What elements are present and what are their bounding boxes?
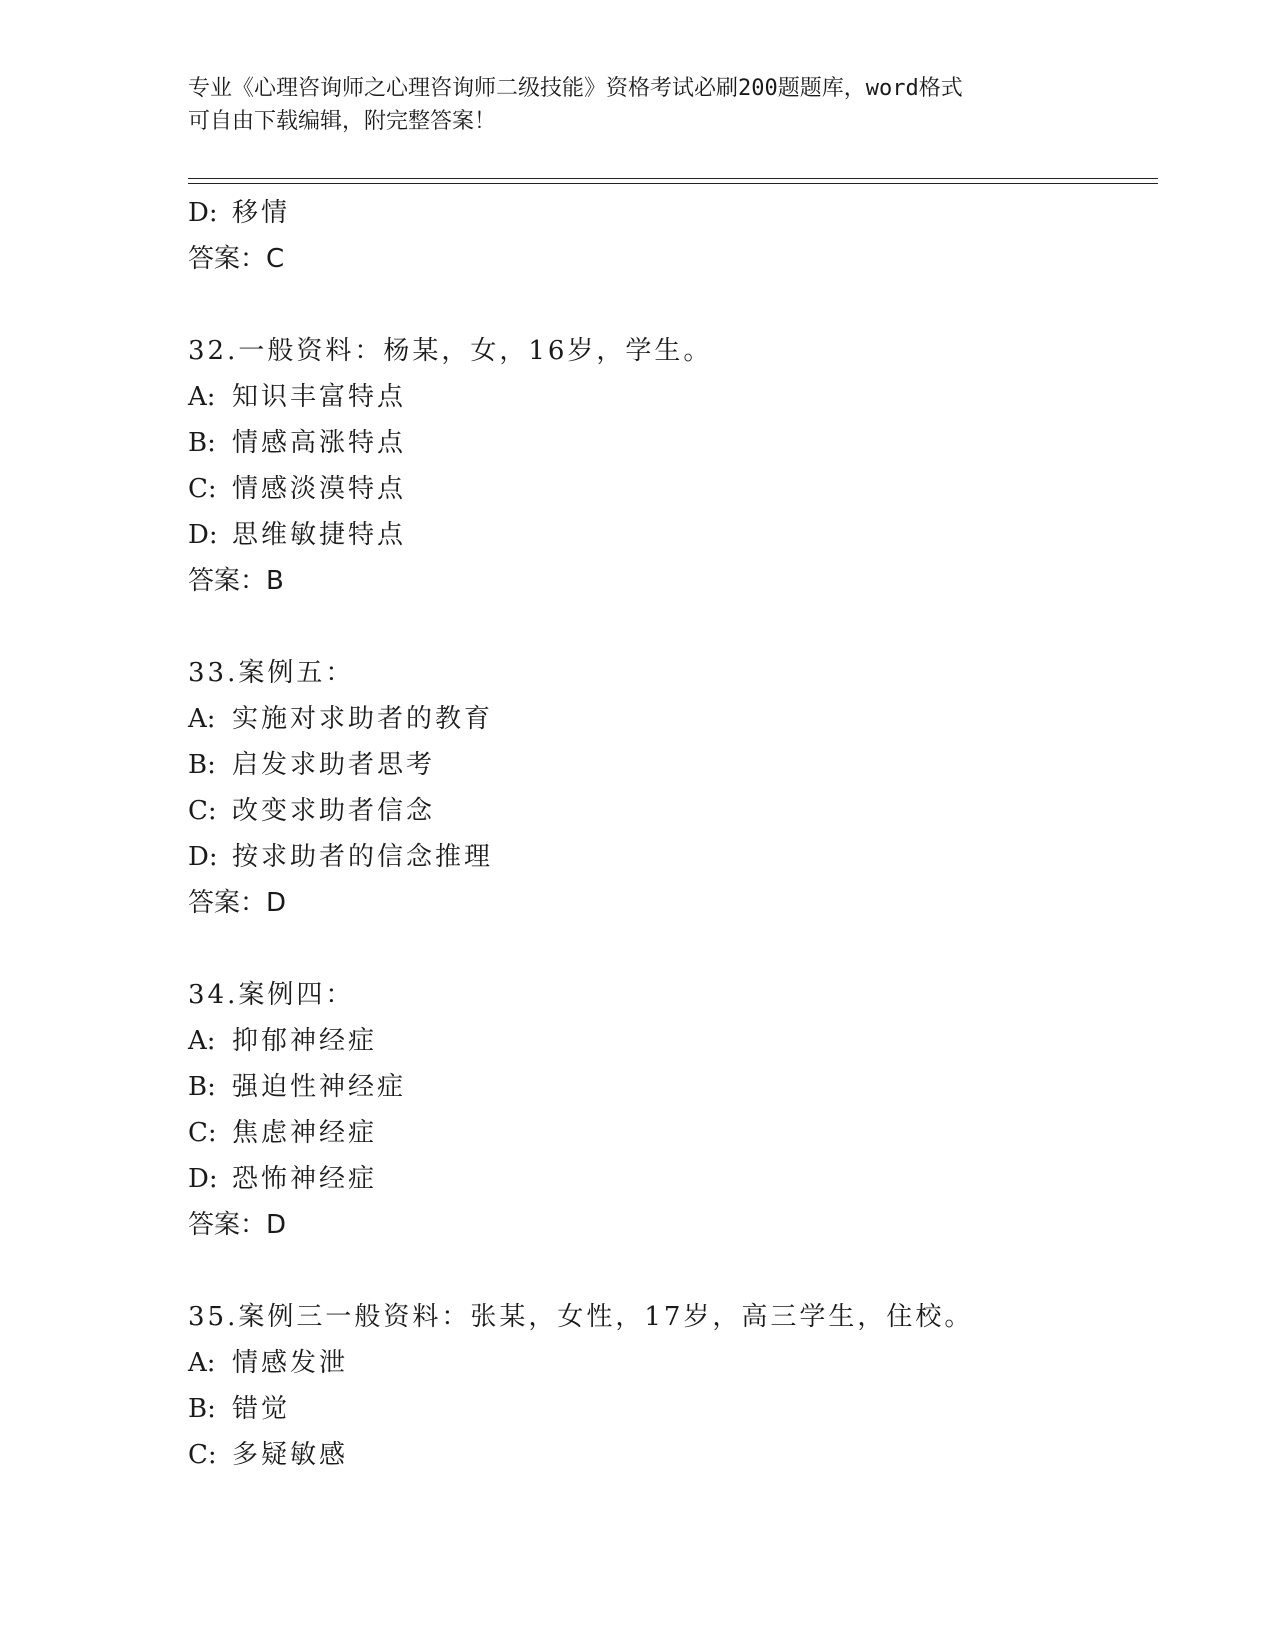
spacer <box>188 1248 1148 1294</box>
option-text: 情感高涨特点 <box>232 428 407 458</box>
option-text: 改变求助者信念 <box>232 796 436 826</box>
option-text: 移情 <box>232 198 291 228</box>
answer-line: 答案：C <box>188 244 285 274</box>
option-letter: B: <box>188 1394 216 1424</box>
header-divider-top <box>188 178 1158 179</box>
option-letter: A: <box>188 382 216 412</box>
option-text: 恐怖神经症 <box>232 1164 378 1194</box>
option-letter: D: <box>188 842 218 872</box>
option-letter: B: <box>188 1072 216 1102</box>
option-letter: B: <box>188 750 216 780</box>
option-text: 焦虑神经症 <box>232 1118 378 1148</box>
answer-line: 答案：D <box>188 1210 287 1240</box>
option-item <box>188 1432 1148 1478</box>
option-text: 知识丰富特点 <box>232 382 407 412</box>
option-letter: A: <box>188 1026 216 1056</box>
option-text: 实施对求助者的教育 <box>232 704 494 734</box>
option-text: 思维敏捷特点 <box>232 520 407 550</box>
option-letter: C: <box>188 1118 217 1148</box>
question-title: 32.一般资料：杨某，女，16岁，学生。 <box>188 336 713 366</box>
option-letter: D: <box>188 198 218 228</box>
option-item <box>188 374 1148 420</box>
option-letter: D: <box>188 520 218 550</box>
option-item <box>188 190 1148 236</box>
option-item <box>188 1064 1148 1110</box>
question-title: 34.案例四： <box>188 980 355 1010</box>
option-letter: C: <box>188 796 217 826</box>
option-letter: C: <box>188 474 217 504</box>
option-item <box>188 1340 1148 1386</box>
option-text: 抑郁神经症 <box>232 1026 378 1056</box>
option-item <box>188 742 1148 788</box>
option-item <box>188 466 1148 512</box>
option-item <box>188 1110 1148 1156</box>
option-letter: A: <box>188 1348 216 1378</box>
option-text: 情感淡漠特点 <box>232 474 407 504</box>
option-text: 错觉 <box>232 1394 291 1424</box>
option-item <box>188 1018 1148 1064</box>
option-text: 按求助者的信念推理 <box>232 842 494 872</box>
header-line-1: 专业《心理咨询师之心理咨询师二级技能》资格考试必刷200题题库，word格式 <box>188 76 963 101</box>
question-title: 33.案例五： <box>188 658 355 688</box>
option-text: 多疑敏感 <box>232 1440 349 1470</box>
document-header <box>188 72 1088 138</box>
question-title: 35.案例三一般资料：张某，女性，17岁，高三学生，住校。 <box>188 1302 974 1332</box>
answer-line: 答案：D <box>188 888 287 918</box>
option-text: 情感发泄 <box>232 1348 349 1378</box>
answer-line: 答案：B <box>188 566 284 596</box>
option-item <box>188 696 1148 742</box>
option-text: 强迫性神经症 <box>232 1072 407 1102</box>
question-content <box>188 190 1148 1478</box>
option-item <box>188 512 1148 558</box>
spacer <box>188 604 1148 650</box>
option-item <box>188 834 1148 880</box>
option-item <box>188 1156 1148 1202</box>
option-item <box>188 1386 1148 1432</box>
option-letter: B: <box>188 428 216 458</box>
header-divider-bottom <box>188 183 1158 184</box>
option-letter: D: <box>188 1164 218 1194</box>
option-letter: A: <box>188 704 216 734</box>
option-letter: C: <box>188 1440 217 1470</box>
option-item <box>188 420 1148 466</box>
spacer <box>188 926 1148 972</box>
option-text: 启发求助者思考 <box>232 750 436 780</box>
option-item <box>188 788 1148 834</box>
header-line-2: 可自由下载编辑，附完整答案！ <box>188 109 497 134</box>
spacer <box>188 282 1148 328</box>
